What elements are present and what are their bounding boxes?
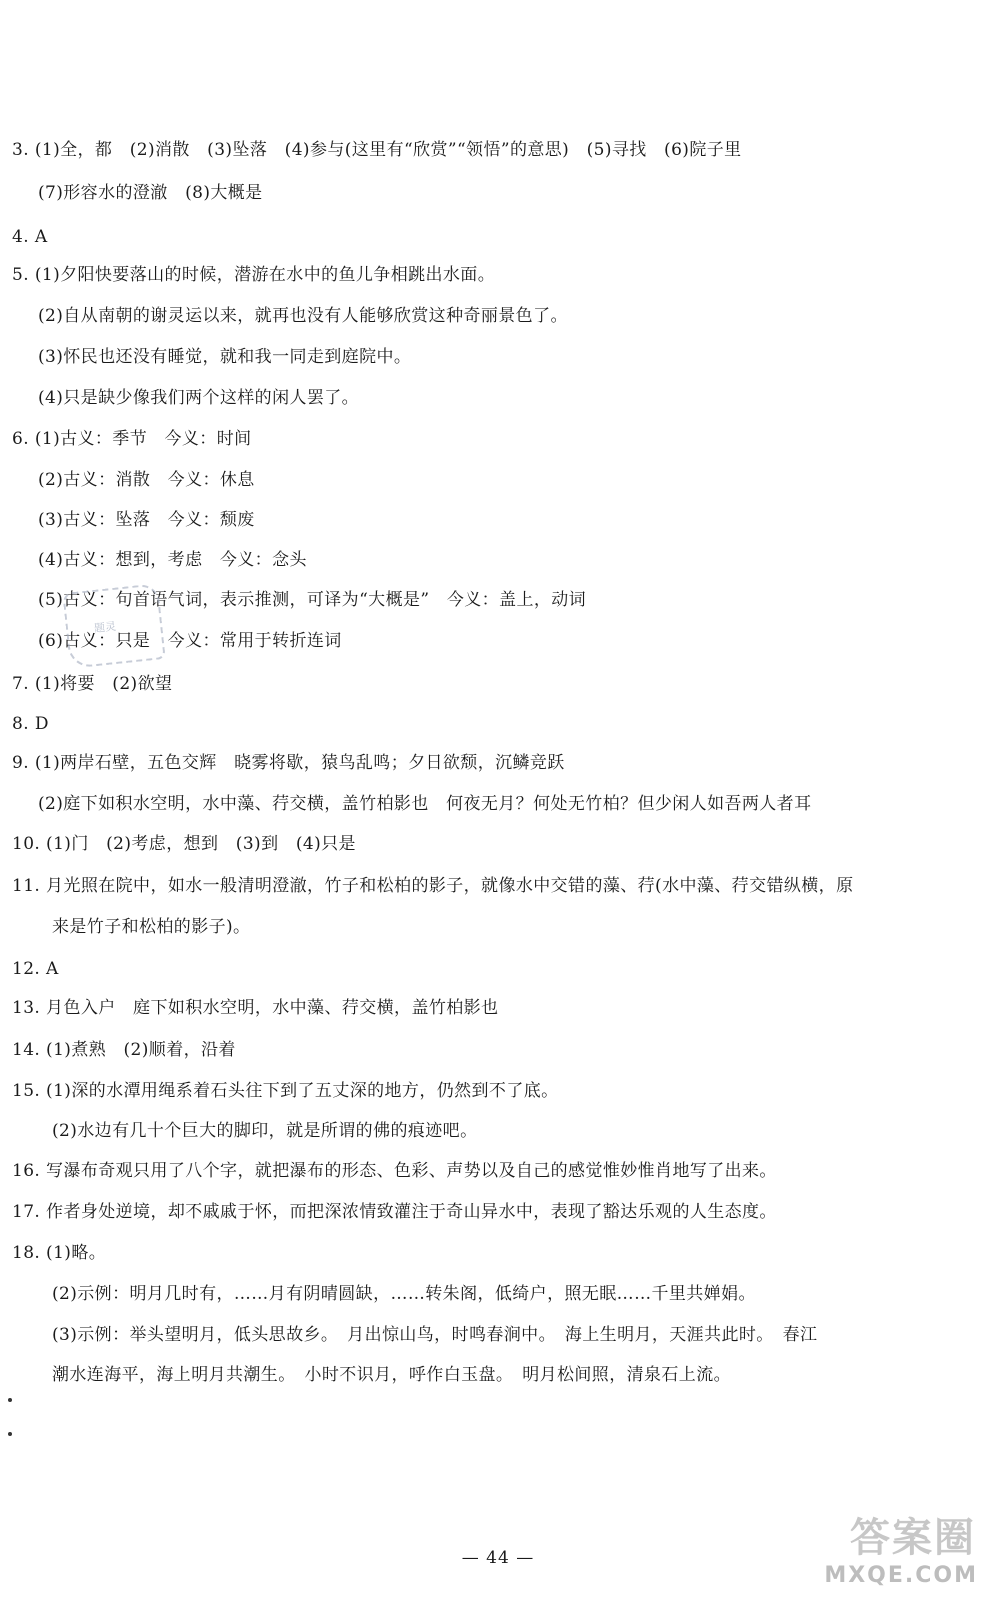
watermark-logo <box>806 1504 982 1588</box>
answer-line-13: 13. 月色入户 庭下如积水空明，水中藻、荇交横，盖竹柏影也 <box>12 998 499 1018</box>
answer-line-11-cont: 来是竹子和松柏的影子)。 <box>52 917 251 937</box>
answer-line-7: 7. (1)将要 (2)欲望 <box>12 674 173 694</box>
faded-stamp <box>62 583 165 669</box>
answer-line-4: 4. A <box>12 227 48 247</box>
answer-line-6-3: (3)古义：坠落 今义：颓废 <box>38 510 255 530</box>
scan-speck <box>8 1398 12 1402</box>
watermark-logo-text: 答案圈 <box>850 1515 976 1561</box>
answer-line-14: 14. (1)煮熟 (2)顺着，沿着 <box>12 1040 236 1060</box>
answer-line-5-1: 5. (1)夕阳快要落山的时候，潜游在水中的鱼儿争相跳出水面。 <box>12 265 496 285</box>
answer-line-6-1: 6. (1)古义：季节 今义：时间 <box>12 429 252 449</box>
answer-line-6-4: (4)古义：想到，考虑 今义：念头 <box>38 550 307 570</box>
answer-line-15-2: (2)水边有几十个巨大的脚印，就是所谓的佛的痕迹吧。 <box>52 1121 478 1141</box>
answer-line-5-4: (4)只是缺少像我们两个这样的闲人罢了。 <box>38 388 360 408</box>
answer-line-5-3: (3)怀民也还没有睡觉，就和我一同走到庭院中。 <box>38 347 412 367</box>
answer-line-15-1: 15. (1)深的水潭用绳系着石头往下到了五丈深的地方，仍然到不了底。 <box>12 1081 559 1101</box>
answer-line-16: 16. 写瀑布奇观只用了八个字，就把瀑布的形态、色彩、声势以及自己的感觉惟妙惟肖地写了出来。 <box>12 1161 777 1181</box>
answer-line-8: 8. D <box>12 714 49 734</box>
answer-line-12: 12. A <box>12 959 59 979</box>
answer-line-18-3-cont: 潮水连海平，海上明月共潮生。 小时不识月，呼作白玉盘。 明月松间照，清泉石上流。 <box>52 1365 731 1385</box>
answer-line-18-3: (3)示例：举头望明月，低头思故乡。 月出惊山鸟，时鸣春涧中。 海上生明月，天涯共此时。 春江 <box>52 1325 818 1345</box>
answer-line-6-6: (6)古义：只是 今义：常用于转折连词 <box>38 631 342 651</box>
answer-line-18-2: (2)示例：明月几时有，……月有阴晴圆缺，……转朱阁，低绮户，照无眠……千里共婵娟。 <box>52 1284 756 1304</box>
answer-line-11: 11. 月光照在院中，如水一般清明澄澈，竹子和松柏的影子，就像水中交错的藻、荇(水中藻、荇交错纵横，原 <box>12 876 854 896</box>
answer-line-5-2: (2)自从南朝的谢灵运以来，就再也没有人能够欣赏这种奇丽景色了。 <box>38 306 568 326</box>
answer-line-10: 10. (1)门 (2)考虑，想到 (3)到 (4)只是 <box>12 834 356 854</box>
answer-line-6-2: (2)古义：消散 今义：休息 <box>38 470 255 490</box>
answer-line-9-1: 9. (1)两岸石壁，五色交辉 晓雾将歇，猿鸟乱鸣；夕日欲颓，沉鳞竞跃 <box>12 753 565 773</box>
page-number: — 44 — <box>461 1548 535 1568</box>
answer-line-3-cont: (7)形容水的澄澈 (8)大概是 <box>38 183 263 203</box>
answer-line-6-5: (5)古义：句首语气词，表示推测，可译为“大概是” 今义：盖上，动词 <box>38 590 587 610</box>
stamp-text: 题灵 <box>93 619 117 636</box>
scan-speck <box>8 1432 12 1436</box>
answer-line-18-1: 18. (1)略。 <box>12 1243 107 1263</box>
answer-line-17: 17. 作者身处逆境，却不戚戚于怀，而把深浓情致灌注于奇山异水中，表现了豁达乐观的人生态度。 <box>12 1202 777 1222</box>
watermark-url: MXQE.COM <box>824 1563 978 1588</box>
answer-line-9-2: (2)庭下如积水空明，水中藻、荇交横，盖竹柏影也 何夜无月？何处无竹柏？但少闲人如吾两人者耳 <box>38 794 812 814</box>
answer-line-3: 3. (1)全，都 (2)消散 (3)坠落 (4)参与(这里有“欣赏”“领悟”的意思) (5)寻找 (6)院子里 <box>12 140 742 160</box>
